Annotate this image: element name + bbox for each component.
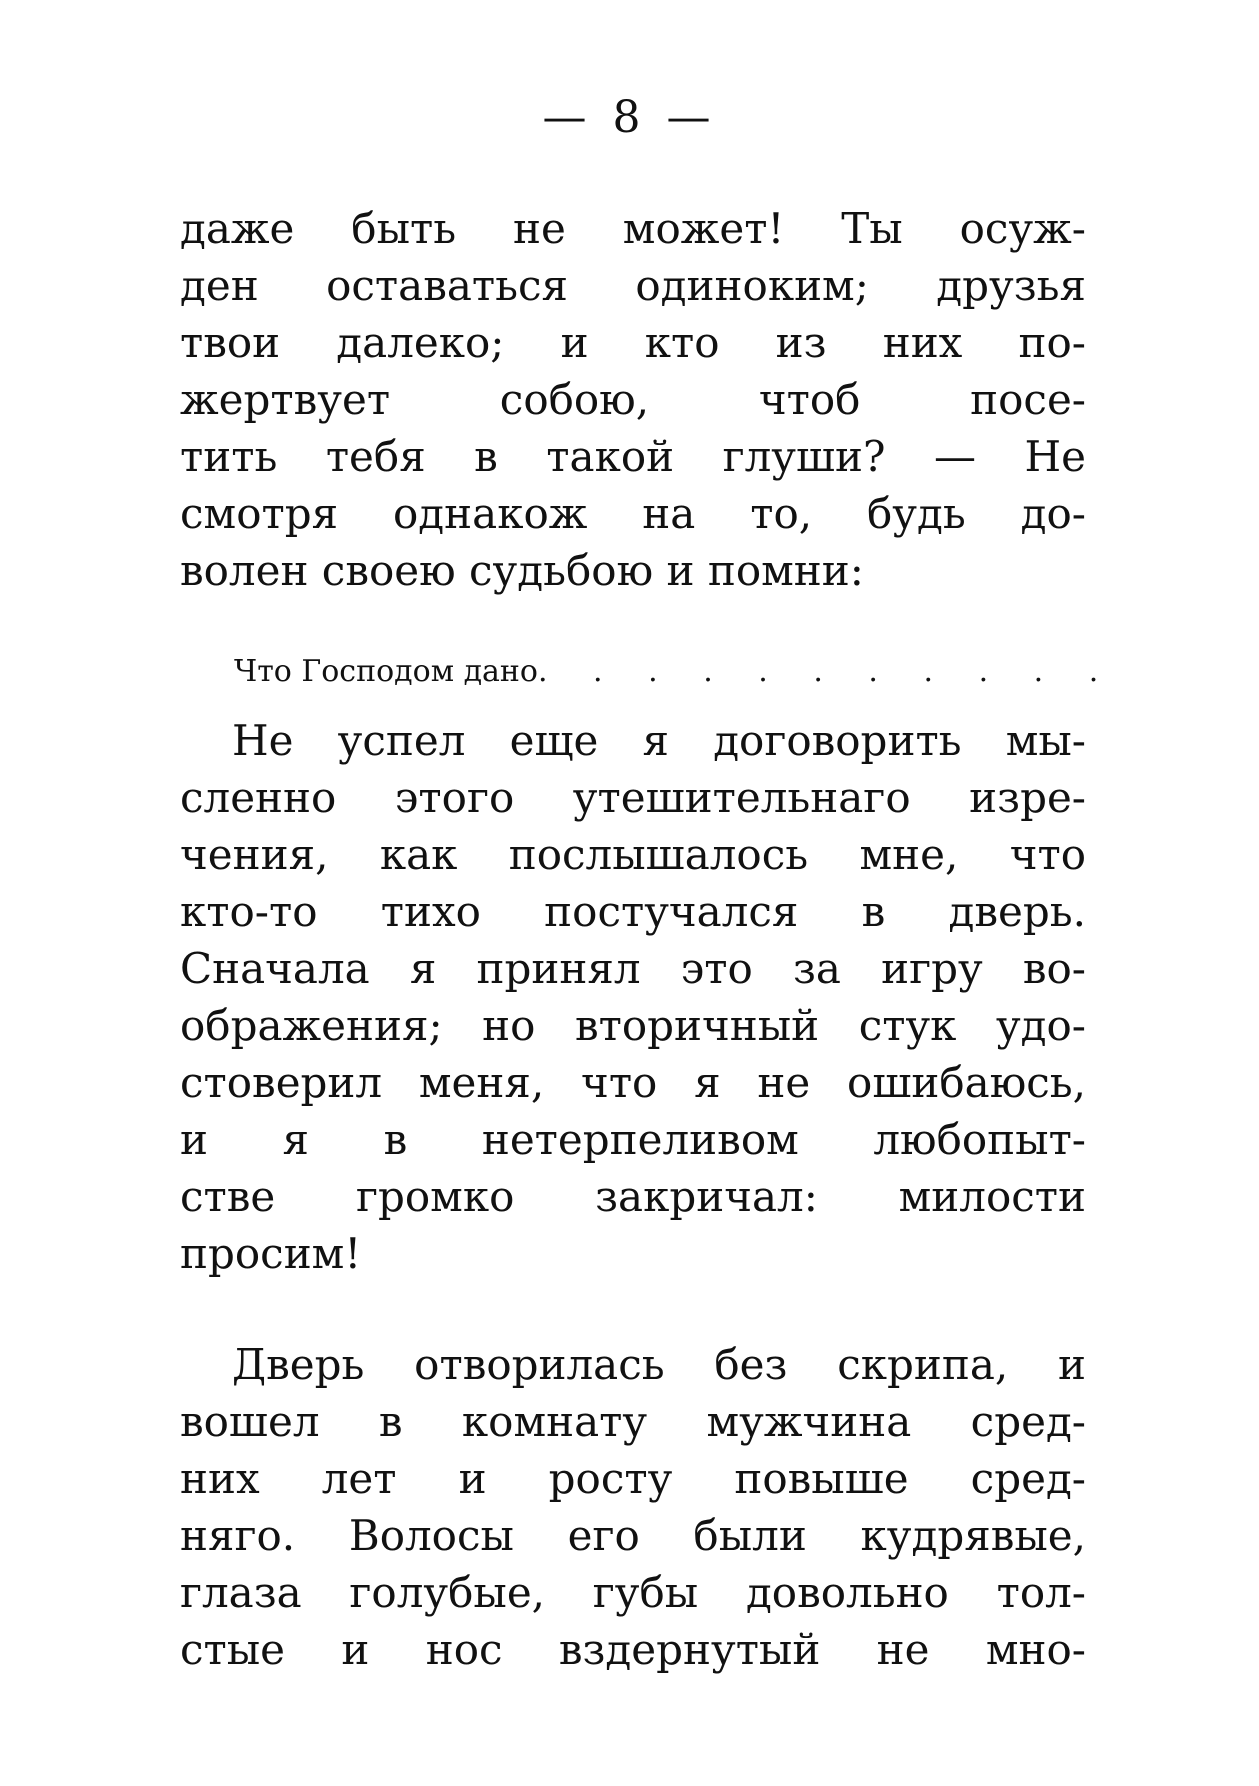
text-line: тить тебя в такой глуши? — Не xyxy=(180,432,1086,481)
quote-ellipsis: . . . . . . . . . . . xyxy=(537,654,1117,689)
text-line: смотря однакож на то, будь до- xyxy=(180,489,1086,538)
paragraph-1 xyxy=(180,200,1086,599)
text-line: Сначала я принял это за игру во- xyxy=(180,944,1086,993)
text-line: жертвует собою, чтоб посе- xyxy=(180,375,1086,424)
text-line: ден оставаться одиноким; друзья xyxy=(180,261,1086,310)
paragraph-2 xyxy=(180,712,1086,1282)
text-line: стоверил меня, что я не ошибаюсь, xyxy=(180,1058,1086,1107)
text-line: кто-то тихо постучался в дверь. xyxy=(180,887,1086,936)
paragraph-3 xyxy=(180,1336,1086,1678)
text-line: чения, как послышалось мне, что xyxy=(180,830,1086,879)
text-line: глаза голубые, губы довольно тол- xyxy=(180,1568,1086,1617)
text-line: ображения; но вторичный стук удо- xyxy=(180,1001,1086,1050)
quote-text: Что Господом дано xyxy=(234,654,538,689)
text-line: вошел в комнату мужчина сред- xyxy=(180,1397,1086,1446)
text-line: даже быть не может! Ты осуж- xyxy=(180,204,1086,253)
text-line: твои далеко; и кто из них по- xyxy=(180,318,1086,367)
quote-line xyxy=(234,652,1117,692)
text-line: няго. Волосы его были кудрявые, xyxy=(180,1511,1086,1560)
page-number: — 8 — xyxy=(542,92,717,143)
text-line: них лет и росту повыше сред- xyxy=(180,1454,1086,1503)
text-line: Дверь отворилась без скрипа, и xyxy=(232,1340,1086,1389)
text-line: стые и нос вздернутый не мно- xyxy=(180,1625,1086,1674)
text-line: просим! xyxy=(180,1229,362,1278)
text-line: и я в нетерпеливом любопыт- xyxy=(180,1115,1086,1164)
text-line: волен своею судьбою и помни: xyxy=(180,546,864,595)
text-line: стве громко закричал: милости xyxy=(180,1172,1086,1221)
text-line: Не успел еще я договорить мы- xyxy=(232,716,1086,765)
text-line: сленно этого утешительнаго изре- xyxy=(180,773,1086,822)
